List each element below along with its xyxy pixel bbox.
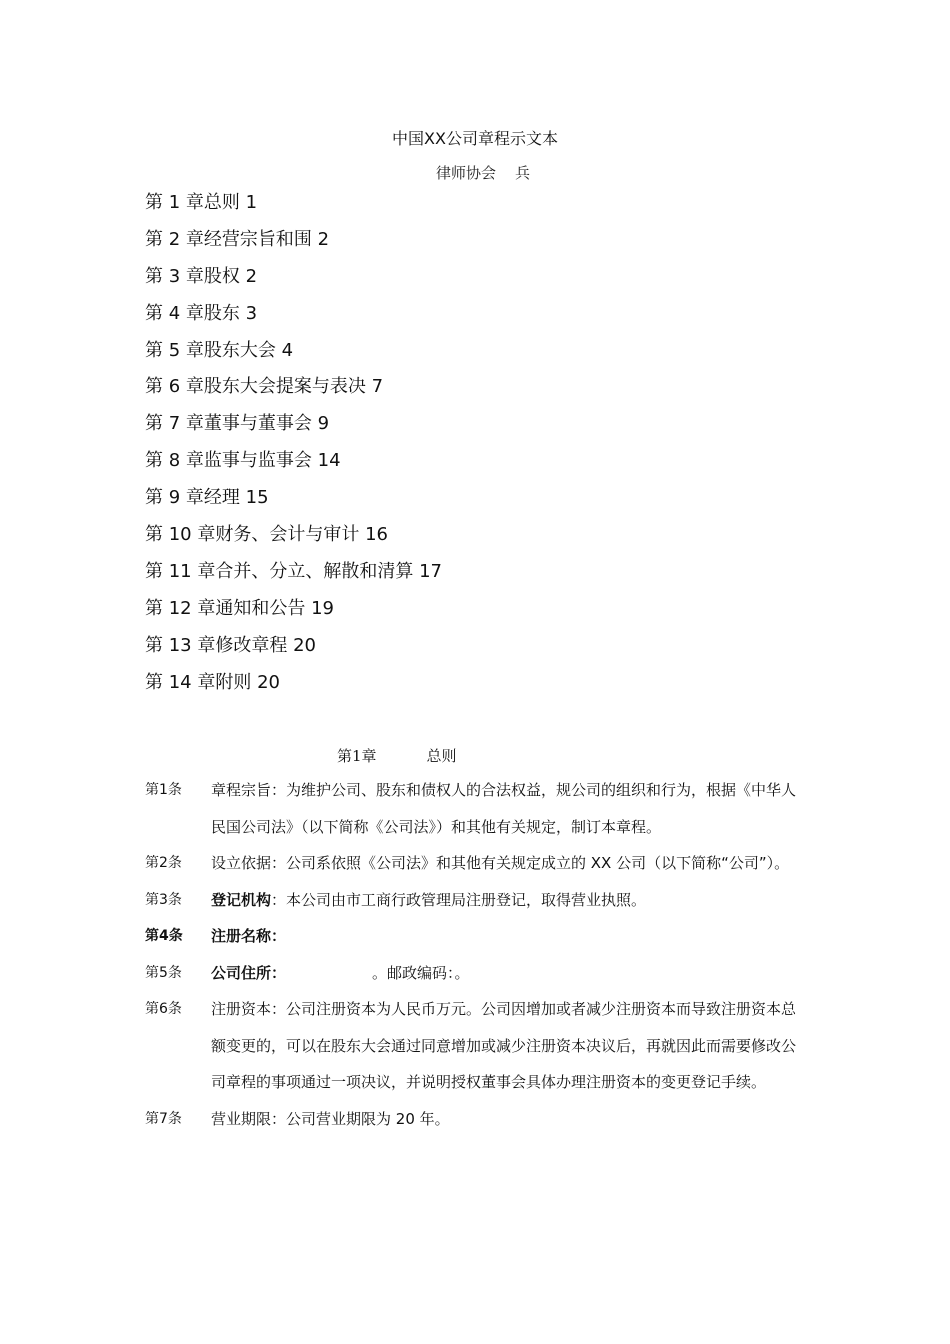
article-label: 公司住所： <box>211 963 287 982</box>
article-body <box>211 991 805 1101</box>
article-body <box>211 1101 805 1138</box>
article-body <box>211 845 805 882</box>
toc-item: 第 3 章股权 2 <box>145 265 258 287</box>
article-label: 注册资本： <box>211 1000 287 1018</box>
article-number: 第1条 <box>145 782 182 798</box>
article-5 <box>145 955 805 992</box>
article-number: 第3条 <box>145 891 182 908</box>
chapter-heading <box>337 745 457 766</box>
article-body <box>211 955 805 992</box>
toc-item: 第 8 章监事与监事会 14 <box>145 450 341 472</box>
article-label: 章程宗旨： <box>211 781 287 799</box>
article-number: 第2条 <box>145 855 182 871</box>
article-number: 第5条 <box>145 964 182 981</box>
article-body <box>211 918 805 955</box>
chapter-number: 第1章 <box>337 747 377 765</box>
article-text: 为维护公司、股东和债权人的合法权益，规公司的组织和行为，根据《中华人民国公司法》（以下简称《公司法》）和其他有关规定，制订本章程。 <box>211 781 797 836</box>
toc-item: 第 9 章经理 15 <box>145 487 269 509</box>
article-2 <box>145 845 805 882</box>
chapter-title: 总则 <box>426 747 457 765</box>
article-1 <box>145 772 805 845</box>
article-text: 公司系依照《公司法》和其他有关规定成立的 XX 公司（以下简称“公司”）。 <box>286 854 790 872</box>
article-number: 第7条 <box>145 1110 182 1127</box>
table-of-contents <box>145 189 442 705</box>
toc-item: 第 2 章经营宗旨和围 2 <box>145 228 330 250</box>
toc-item: 第 12 章通知和公告 19 <box>145 597 334 619</box>
toc-item: 第 11 章合并、分立、解散和清算 17 <box>145 560 442 582</box>
article-list <box>145 772 805 1137</box>
article-text: 公司注册资本为人民币万元。公司因增加或者减少注册资本而导致注册资本总额变更的，可以在股东大会通过同意增加或减少注册资本决议后，再就因此而需要修改公司章程的事项通过一项决议，并说明授权董事会具体办理注册资本的变更登记手续。 <box>211 1000 797 1091</box>
article-label: 设立依据： <box>211 854 287 872</box>
article-text: 。邮政编码：。 <box>372 963 470 982</box>
toc-item: 第 10 章财务、会计与审计 16 <box>145 524 388 546</box>
article-text: 公司营业期限为 20 年。 <box>286 1109 450 1128</box>
article-label: 营业期限： <box>211 1109 287 1128</box>
article-body <box>211 772 805 845</box>
document-title: 中国XX公司章程示文本 <box>392 129 558 148</box>
toc-item: 第 4 章股东 3 <box>145 302 258 324</box>
article-6 <box>145 991 805 1101</box>
toc-item: 第 7 章董事与董事会 9 <box>145 413 330 435</box>
document-subtitle: 律师协会 兵 <box>435 164 531 182</box>
toc-item: 第 1 章总则 1 <box>145 192 258 213</box>
toc-item: 第 13 章修改章程 20 <box>145 634 316 656</box>
article-label: 登记机构 <box>211 890 272 909</box>
article-3 <box>145 882 805 919</box>
toc-item: 第 6 章股东大会提案与表决 7 <box>145 376 384 398</box>
article-number: 第6条 <box>145 1001 182 1017</box>
toc-item: 第 14 章附则 20 <box>145 671 280 693</box>
article-4 <box>145 918 805 955</box>
article-7 <box>145 1101 805 1138</box>
article-number: 第4条 <box>145 928 183 944</box>
toc-item: 第 5 章股东大会 4 <box>145 339 294 361</box>
article-label: 注册名称： <box>211 927 287 945</box>
article-text: ：本公司由市工商行政管理局注册登记，取得营业执照。 <box>271 890 647 909</box>
article-body <box>211 882 805 919</box>
